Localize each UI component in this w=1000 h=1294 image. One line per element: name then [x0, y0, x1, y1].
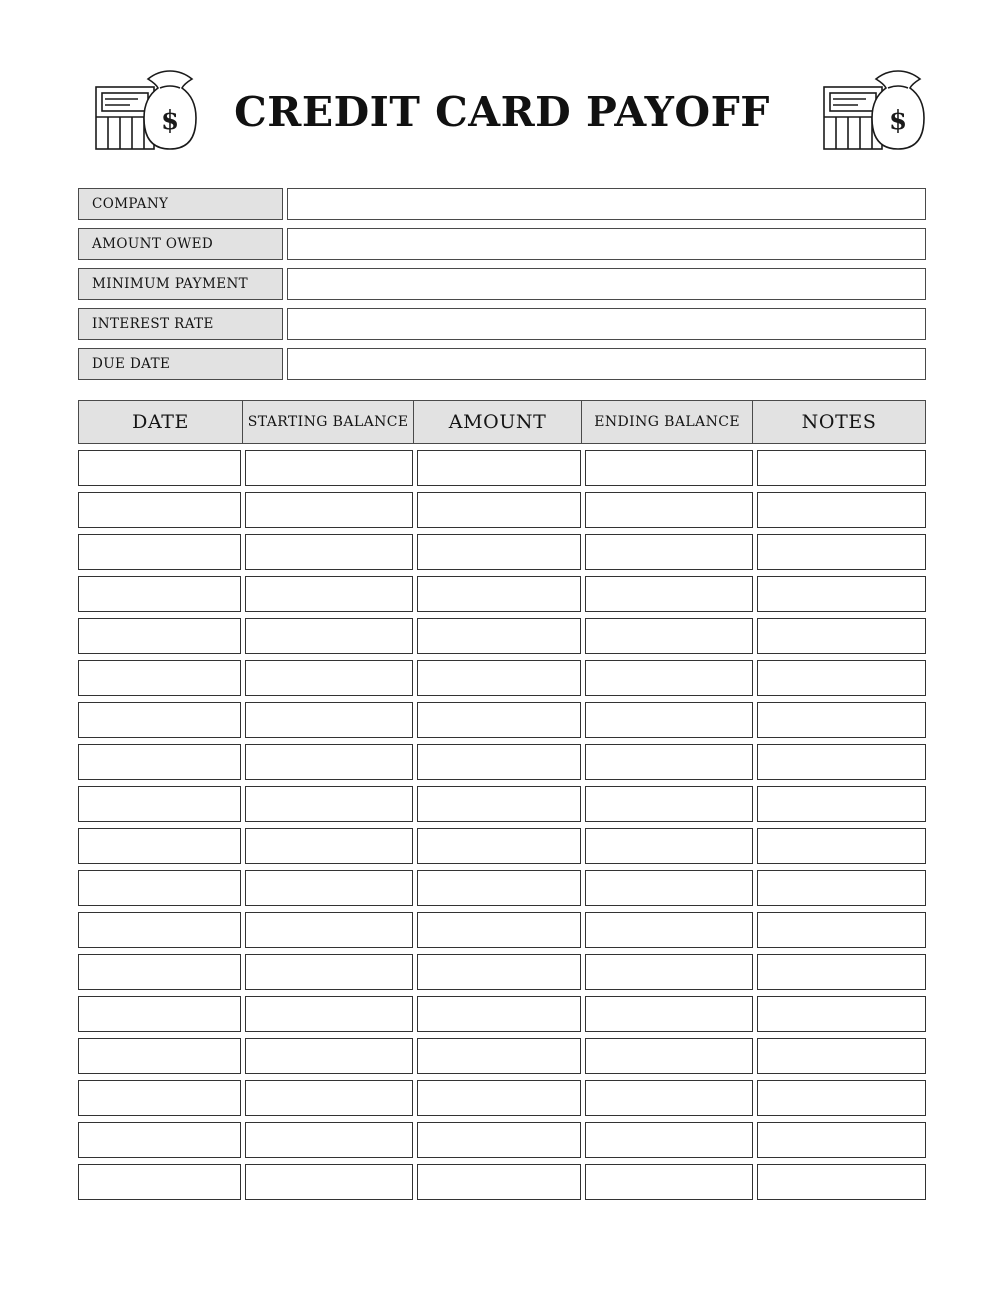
table-row [78, 954, 926, 990]
cell-notes[interactable] [757, 450, 926, 486]
info-label-interest-rate: INTEREST RATE [78, 308, 283, 340]
cell-amount[interactable] [417, 870, 582, 906]
table-row [78, 618, 926, 654]
info-field-due-date[interactable] [287, 348, 926, 380]
cell-starting-balance[interactable] [245, 660, 413, 696]
cell-date[interactable] [78, 492, 241, 528]
cell-amount[interactable] [417, 1080, 582, 1116]
cell-amount[interactable] [417, 450, 582, 486]
cell-starting-balance[interactable] [245, 576, 413, 612]
cell-date[interactable] [78, 786, 241, 822]
info-field-amount-owed[interactable] [287, 228, 926, 260]
cell-starting-balance[interactable] [245, 786, 413, 822]
cell-starting-balance[interactable] [245, 492, 413, 528]
info-field-interest-rate[interactable] [287, 308, 926, 340]
cell-date[interactable] [78, 1122, 241, 1158]
cell-ending-balance[interactable] [585, 744, 753, 780]
card-info-section [78, 188, 926, 388]
cell-amount[interactable] [417, 534, 582, 570]
table-row [78, 492, 926, 528]
cell-notes[interactable] [757, 996, 926, 1032]
cell-amount[interactable] [417, 954, 582, 990]
cell-ending-balance[interactable] [585, 1122, 753, 1158]
table-row [78, 1122, 926, 1158]
cell-ending-balance[interactable] [585, 450, 753, 486]
cell-date[interactable] [78, 1164, 241, 1200]
cell-notes[interactable] [757, 1122, 926, 1158]
info-row-due-date [78, 348, 926, 380]
cell-notes[interactable] [757, 492, 926, 528]
cell-date[interactable] [78, 996, 241, 1032]
cell-amount[interactable] [417, 828, 582, 864]
cell-ending-balance[interactable] [585, 996, 753, 1032]
cell-ending-balance[interactable] [585, 660, 753, 696]
cell-date[interactable] [78, 534, 241, 570]
column-header-ending-balance: ENDING BALANCE [582, 401, 753, 443]
table-row [78, 534, 926, 570]
cell-amount[interactable] [417, 786, 582, 822]
cell-amount[interactable] [417, 576, 582, 612]
cell-amount[interactable] [417, 1038, 582, 1074]
cell-starting-balance[interactable] [245, 702, 413, 738]
table-row [78, 576, 926, 612]
cell-amount[interactable] [417, 492, 582, 528]
cell-date[interactable] [78, 450, 241, 486]
cell-notes[interactable] [757, 1080, 926, 1116]
table-row [78, 660, 926, 696]
cell-notes[interactable] [757, 912, 926, 948]
cell-starting-balance[interactable] [245, 828, 413, 864]
cell-date[interactable] [78, 1038, 241, 1074]
info-label-amount-owed: AMOUNT OWED [78, 228, 283, 260]
cell-notes[interactable] [757, 1164, 926, 1200]
cell-notes[interactable] [757, 1038, 926, 1074]
payment-log-table [78, 400, 926, 1200]
info-row-company [78, 188, 926, 220]
column-header-starting-balance: STARTING BALANCE [243, 401, 414, 443]
cell-notes[interactable] [757, 828, 926, 864]
column-header-notes: NOTES [801, 411, 877, 433]
page-header [78, 52, 926, 172]
cell-amount[interactable] [417, 1122, 582, 1158]
cell-notes[interactable] [757, 702, 926, 738]
cell-ending-balance[interactable] [585, 1080, 753, 1116]
cell-date[interactable] [78, 618, 241, 654]
money-bag-card-icon-left [78, 57, 198, 167]
table-row [78, 1080, 926, 1116]
cell-starting-balance[interactable] [245, 744, 413, 780]
cell-date[interactable] [78, 1080, 241, 1116]
cell-ending-balance[interactable] [585, 492, 753, 528]
cell-ending-balance[interactable] [585, 786, 753, 822]
svg-text:$: $ [160, 106, 180, 136]
cell-date[interactable] [78, 660, 241, 696]
cell-notes[interactable] [757, 870, 926, 906]
cell-notes[interactable] [757, 618, 926, 654]
info-label-due-date: DUE DATE [78, 348, 283, 380]
cell-starting-balance[interactable] [245, 1038, 413, 1074]
cell-starting-balance[interactable] [245, 1164, 413, 1200]
info-row-minimum-payment [78, 268, 926, 300]
cell-starting-balance[interactable] [245, 870, 413, 906]
cell-date[interactable] [78, 576, 241, 612]
info-field-company[interactable] [287, 188, 926, 220]
table-row [78, 786, 926, 822]
cell-amount[interactable] [417, 744, 582, 780]
table-row [78, 702, 926, 738]
cell-starting-balance[interactable] [245, 1080, 413, 1116]
table-header-row [78, 400, 926, 444]
table-row [78, 744, 926, 780]
cell-ending-balance[interactable] [585, 828, 753, 864]
info-row-amount-owed [78, 228, 926, 260]
cell-starting-balance[interactable] [245, 534, 413, 570]
table-row [78, 996, 926, 1032]
cell-ending-balance[interactable] [585, 954, 753, 990]
table-row [78, 450, 926, 486]
cell-amount[interactable] [417, 996, 582, 1032]
column-header-date: DATE [79, 401, 243, 443]
cell-starting-balance[interactable] [245, 954, 413, 990]
cell-ending-balance[interactable] [585, 576, 753, 612]
cell-date[interactable] [78, 870, 241, 906]
info-label-minimum-payment: MINIMUM PAYMENT [78, 268, 283, 300]
cell-amount[interactable] [417, 912, 582, 948]
cell-starting-balance[interactable] [245, 618, 413, 654]
cell-ending-balance[interactable] [585, 870, 753, 906]
cell-ending-balance[interactable] [585, 912, 753, 948]
info-field-minimum-payment[interactable] [287, 268, 926, 300]
cell-starting-balance[interactable] [245, 996, 413, 1032]
info-row-interest-rate [78, 308, 926, 340]
cell-ending-balance[interactable] [585, 534, 753, 570]
cell-amount[interactable] [417, 1164, 582, 1200]
cell-amount[interactable] [417, 702, 582, 738]
cell-amount[interactable] [417, 618, 582, 654]
cell-date[interactable] [78, 912, 241, 948]
table-row [78, 1164, 926, 1200]
cell-ending-balance[interactable] [585, 618, 753, 654]
table-body [78, 450, 926, 1200]
cell-notes[interactable] [757, 744, 926, 780]
cell-notes[interactable] [757, 660, 926, 696]
cell-starting-balance[interactable] [245, 1122, 413, 1158]
cell-notes[interactable] [757, 534, 926, 570]
info-label-company: COMPANY [78, 188, 283, 220]
cell-notes[interactable] [757, 576, 926, 612]
cell-date[interactable] [78, 744, 241, 780]
money-bag-card-icon-right [806, 57, 926, 167]
cell-ending-balance[interactable] [585, 1164, 753, 1200]
cell-ending-balance[interactable] [585, 1038, 753, 1074]
svg-text:$: $ [888, 106, 908, 136]
column-header-amount: AMOUNT [414, 401, 582, 443]
cell-starting-balance[interactable] [245, 912, 413, 948]
page-title: CREDIT CARD PAYOFF [234, 88, 770, 136]
cell-ending-balance[interactable] [585, 702, 753, 738]
cell-notes[interactable] [757, 786, 926, 822]
cell-starting-balance[interactable] [245, 450, 413, 486]
cell-date[interactable] [78, 828, 241, 864]
table-row [78, 870, 926, 906]
cell-date[interactable] [78, 702, 241, 738]
cell-amount[interactable] [417, 660, 582, 696]
cell-date[interactable] [78, 954, 241, 990]
table-row [78, 828, 926, 864]
cell-notes[interactable] [757, 954, 926, 990]
table-row [78, 1038, 926, 1074]
table-row [78, 912, 926, 948]
